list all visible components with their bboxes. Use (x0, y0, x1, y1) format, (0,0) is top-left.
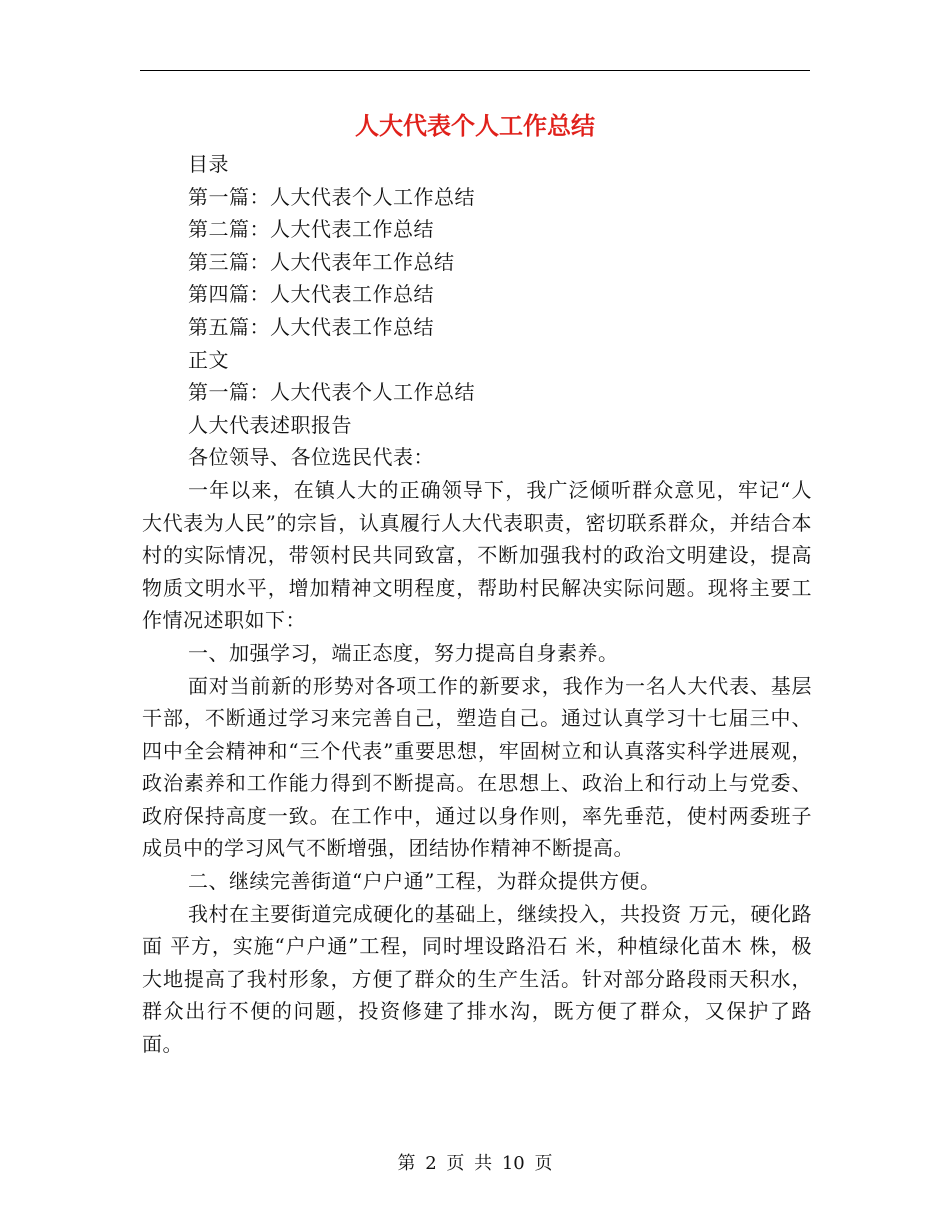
toc-heading: 目录 (188, 152, 229, 176)
body-heading: 正文 (188, 347, 229, 372)
body-paragraph: 面对当前新的形势对各项工作的新要求，我作为一名人大代表、基层干部，不断通过学习来完善自己，塑造自己。通过认真学习十七届三中、四中全会精神和“三个代表”重要思想，牢固树立和认真落实科学进展观，政治素养和工作能力得到不断提高。在思想上、政治上和行动上与党委、政府保持高度一致。在工作中，通过以身作则，率先垂范，使村两委班子成员中的学习风气不断增强，团结协作精神不断提高。 (142, 673, 812, 861)
salutation: 各位领导、各位选民代表： (188, 445, 434, 470)
page-footer: 第 2 页 共 10 页 (397, 1153, 553, 1174)
report-title: 人大代表述职报告 (188, 412, 352, 437)
body-paragraph: 一年以来，在镇人大的正确领导下，我广泛倾听群众意见，牢记“人大代表为人民”的宗旨，认真履行人大代表职责，密切联系群众，并结合本村的实际情况，带领村民共同致富，不断加强我村的政治文明建设，提高物质文明水平，增加精神文明程度，帮助村民解决实际问题。现将主要工作情况述职如下： (142, 477, 812, 633)
toc-item: 第四篇：人大代表工作总结 (188, 282, 434, 307)
toc-item: 第五篇：人大代表工作总结 (188, 314, 434, 339)
document-title: 人大代表个人工作总结 (355, 111, 595, 140)
header-rule (140, 70, 810, 71)
body-paragraph: 我村在主要街道完成硬化的基础上，继续投入，共投资 万元，硬化路面 平方，实施“户户通”工程，同时埋设路沿石 米，种植绿化苗木 株，极大地提高了我村形象，方便了群众的生产生活。针对部分路段雨天积水，群众出行不便的问题，投资修建了排水沟，既方便了群众，又保护了路面。 (142, 901, 812, 1057)
toc-item: 第一篇：人大代表个人工作总结 (188, 184, 475, 209)
toc-item: 第三篇：人大代表年工作总结 (188, 249, 455, 274)
chapter-title: 第一篇：人大代表个人工作总结 (188, 380, 475, 405)
toc-item: 第二篇：人大代表工作总结 (188, 217, 434, 242)
section-heading: 一、加强学习，端正态度，努力提高自身素养。 (188, 640, 619, 665)
document-body (142, 148, 812, 1061)
section-heading: 二、继续完善街道“户户通”工程，为群众提供方便。 (188, 869, 661, 894)
